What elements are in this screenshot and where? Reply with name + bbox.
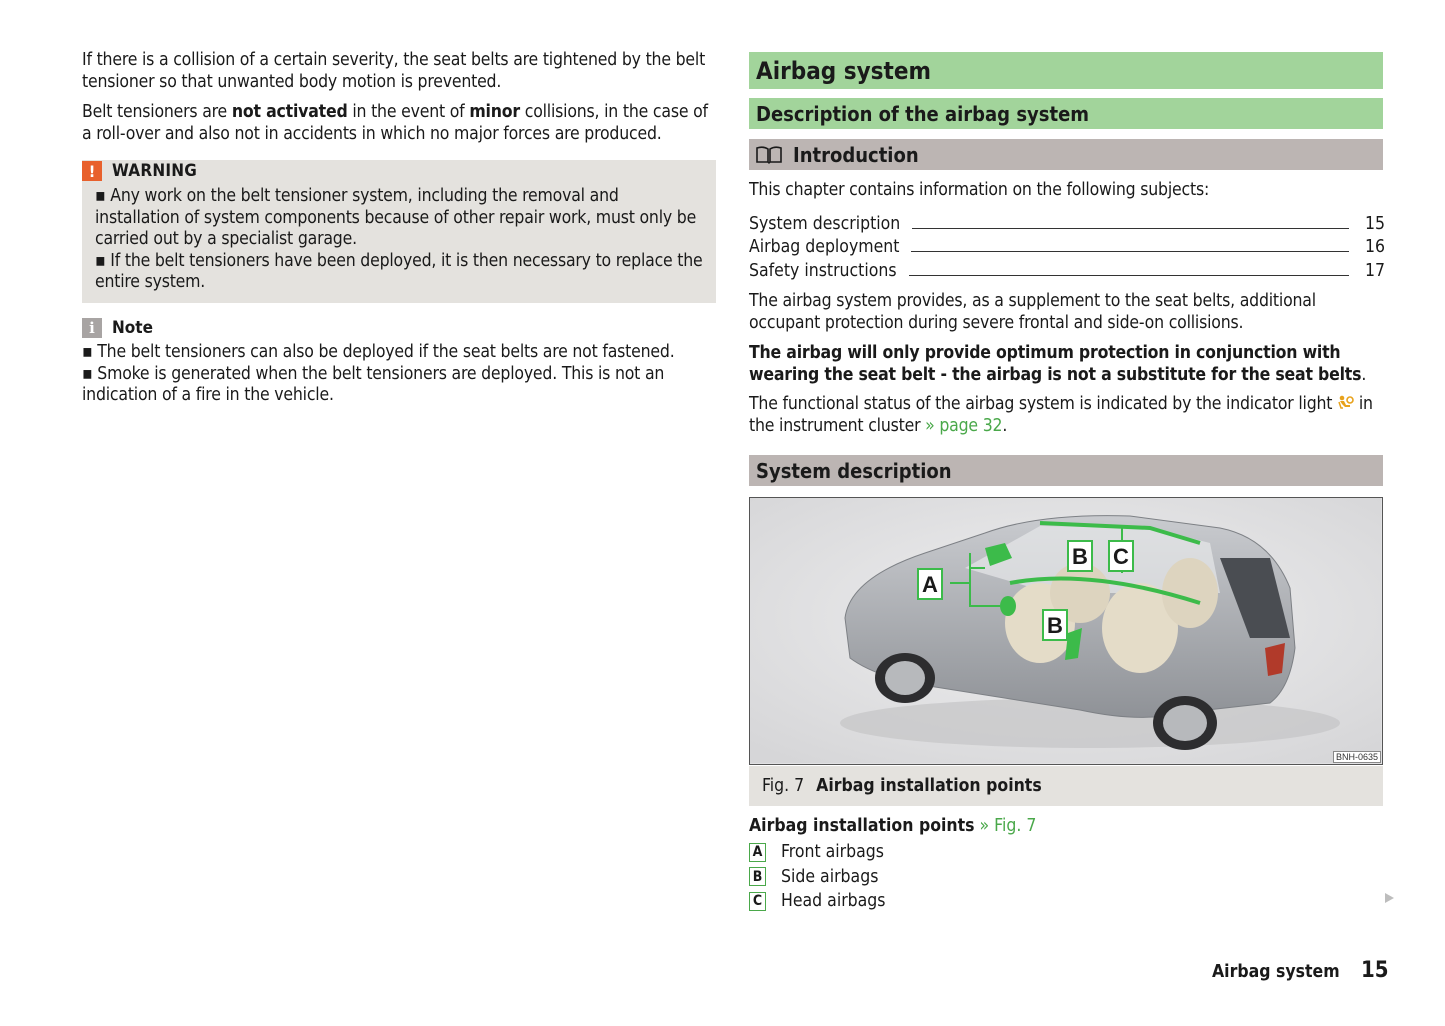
toc-page: 15	[1365, 213, 1386, 234]
warning-header	[82, 160, 197, 182]
warning-item: ▪ Any work on the belt tensioner system, including the removal and installation of system components because of other repair work, must only be carried out by a specialist garage.	[95, 186, 697, 249]
figure-code: BNH-0635	[1333, 751, 1381, 763]
note-item: ▪ Smoke is generated when the belt tensioners are deployed. This is not an indication of a fire in the vehicle.	[82, 363, 665, 405]
figure-caption	[749, 766, 1383, 806]
toc-leader-line	[912, 228, 1349, 229]
info-icon: i	[82, 318, 102, 338]
belt-tensioner-activation-paragraph: Belt tensioners are not activated in the event of minor collisions, in the case of a roll-over and also not in accidents in which no major forces are produced.	[82, 102, 708, 144]
legend-item	[749, 865, 1383, 890]
legend-heading: Airbag installation points » Fig. 7	[749, 816, 1037, 836]
section-title: Description of the airbag system	[749, 98, 1383, 129]
note-box	[82, 317, 716, 407]
table-of-contents	[749, 210, 1386, 281]
svg-text:B: B	[1047, 613, 1063, 638]
airbag-warning-light-icon	[1337, 395, 1354, 410]
note-header	[82, 317, 716, 339]
svg-text:A: A	[922, 572, 938, 597]
figure-label-b-upper	[1068, 541, 1092, 571]
belt-tensioner-paragraph: If there is a collision of a certain severity, the seat belts are tightened by the belt tensioner so that unwanted body motion is prevented.	[82, 50, 706, 92]
toc-leader-line	[909, 275, 1349, 276]
continued-arrow-icon	[1385, 893, 1394, 903]
warning-item: ▪ If the belt tensioners have been deployed, it is then necessary to replace the entire system.	[95, 250, 703, 292]
warning-box	[82, 160, 716, 303]
legend-key-a: A	[749, 843, 766, 862]
page-32-link[interactable]: » page 32	[925, 415, 1003, 436]
legend-label: Side airbags	[781, 866, 879, 887]
airbag-supplement-paragraph: The airbag system provides, as a supplement to the seat belts, additional occupant protection during severe frontal and side-on collisions.	[749, 291, 1316, 333]
system-description-heading: System description	[749, 455, 1383, 486]
note-item: ▪ The belt tensioners can also be deployed if the seat belts are not fastened.	[82, 342, 675, 362]
toc-page: 17	[1365, 260, 1386, 281]
toc-leader-line	[911, 251, 1349, 252]
figure-caption-title: Airbag installation points	[816, 776, 1042, 796]
airbag-status-paragraph: The functional status of the airbag system is indicated by the indicator light in the instrument cluster » page 32.	[749, 394, 1373, 436]
legend-key-b: B	[749, 867, 766, 886]
figure-number: Fig. 7	[762, 776, 805, 796]
legend-item	[749, 840, 1383, 865]
warning-body	[95, 186, 707, 294]
footer-page-number: 15	[1361, 958, 1389, 983]
toc-label: Airbag deployment	[749, 237, 900, 257]
note-body	[82, 342, 716, 407]
legend-label: Front airbags	[781, 842, 884, 863]
airbag-seatbelt-paragraph: The airbag will only provide optimum protection in conjunction with wearing the seat belt - the airbag is not a substitute for the seat belts.	[749, 343, 1367, 385]
airbag-legend	[749, 816, 1383, 914]
footer-section-title: Airbag system	[1212, 962, 1340, 982]
book-icon	[756, 146, 782, 164]
note-title: Note	[112, 318, 153, 338]
car-illustration	[750, 498, 1381, 763]
toc-page: 16	[1365, 237, 1386, 257]
legend-item	[749, 889, 1383, 914]
svg-text:C: C	[1113, 544, 1129, 569]
fig-7-link[interactable]: » Fig. 7	[979, 816, 1037, 836]
figure-label-a	[918, 569, 942, 599]
svg-text:B: B	[1072, 544, 1088, 569]
introduction-heading-text: Introduction	[793, 142, 919, 167]
toc-entry-airbag-deployment[interactable]	[749, 234, 1386, 258]
chapter-title: Airbag system	[749, 52, 1383, 89]
figure-label-c	[1109, 541, 1133, 571]
warning-icon: !	[82, 161, 102, 181]
toc-label: Safety instructions	[749, 260, 897, 281]
toc-entry-system-description[interactable]	[749, 210, 1386, 234]
introduction-heading	[749, 139, 1383, 170]
legend-label: Head airbags	[781, 891, 886, 912]
toc-label: System description	[749, 213, 901, 234]
legend-key-c: C	[749, 892, 766, 911]
toc-entry-safety-instructions[interactable]	[749, 257, 1386, 281]
warning-title: WARNING	[112, 161, 197, 181]
airbag-installation-figure	[749, 497, 1383, 765]
figure-label-b-lower	[1043, 610, 1067, 640]
intro-text: This chapter contains information on the following subjects:	[749, 180, 1210, 200]
